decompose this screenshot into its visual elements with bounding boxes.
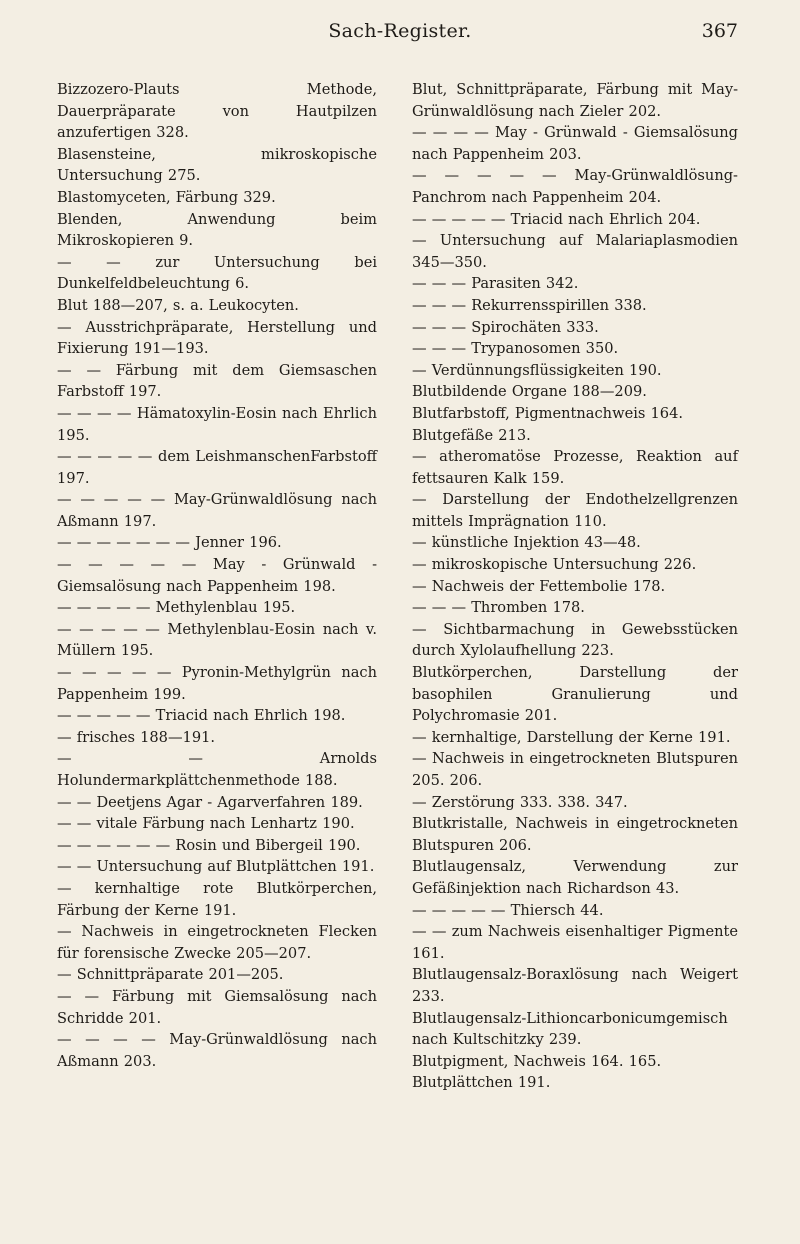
- index-entry: — — zur Untersuchung bei Dunkelfeldbeleuchtung 6.: [57, 253, 377, 293]
- index-entry: — — vitale Färbung nach Lenhartz 190.: [57, 815, 355, 833]
- index-entry: Blutgefäße 213.: [412, 426, 531, 444]
- index-entry: — Nachweis der Fettembolie 178.: [412, 577, 666, 595]
- index-entry: — — Färbung mit dem Giemsaschen Farbstoff 197.: [57, 361, 377, 401]
- index-entry: — Schnittpräparate 201—205.: [57, 966, 284, 984]
- index-entry: — Darstellung der Endothelzellgrenzen mittels Imprägnation 110.: [412, 491, 738, 530]
- index-entry: — — Untersuchung auf Blutplättchen 191.: [57, 858, 375, 876]
- index-entry: — — — — — May-Grünwaldlösung nach Aßmann 197.: [57, 491, 377, 530]
- index-entry: — — — Parasiten 342.: [412, 275, 579, 293]
- index-entry: — — — — — May-Grünwaldlösung-Panchrom nach Pappenheim 204.: [412, 167, 738, 206]
- index-entry: Blenden, Anwendung beim Mikroskopieren 9.: [57, 210, 377, 250]
- index-entry: Blutkristalle, Nachweis in eingetrockneten Blutspuren 206.: [412, 815, 738, 854]
- index-entry: Blut, Schnittpräparate, Färbung mit May-Grünwaldlösung nach Zieler 202.: [412, 81, 738, 120]
- index-entry: — — — — — Triacid nach Ehrlich 204.: [412, 210, 701, 228]
- index-entry: — — Deetjens Agar - Agarverfahren 189.: [57, 793, 363, 811]
- index-entry: Blasensteine, mikroskopische Untersuchung 275.: [57, 145, 377, 185]
- running-title: Sach-Register.: [328, 20, 472, 42]
- index-entry: — künstliche Injektion 43—48.: [412, 534, 641, 552]
- index-entry: — kernhaltige rote Blutkörperchen, Färbung der Kerne 191.: [57, 879, 377, 919]
- index-entry: Blutlaugensalz, Verwendung zur Gefäßinjektion nach Richardson 43.: [412, 858, 738, 897]
- index-entry: — frisches 188—191.: [57, 728, 216, 746]
- index-entry: — — — Rekurrensspirillen 338.: [412, 296, 647, 314]
- index-entry: Blastomyceten, Färbung 329.: [57, 188, 276, 206]
- index-entry: Blutpigment, Nachweis 164. 165.: [412, 1052, 662, 1070]
- left-column: [57, 79, 377, 1072]
- index-entry: — — — — — Triacid nach Ehrlich 198.: [57, 707, 346, 725]
- index-entry: — — zum Nachweis eisenhaltiger Pigmente 161.: [412, 923, 738, 962]
- index-entry: Blutplättchen 191.: [412, 1074, 551, 1092]
- index-entry: — — — Trypanosomen 350.: [412, 340, 619, 358]
- index-entry: — — — Thromben 178.: [412, 599, 585, 617]
- index-entry: — — — — — Pyronin-Methylgrün nach Pappenheim 199.: [57, 664, 377, 703]
- index-entry: — atheromatöse Prozesse, Reaktion auf fettsauren Kalk 159.: [412, 448, 738, 487]
- index-entry: Blut 188—207, s. a. Leukocyten.: [57, 296, 299, 314]
- index-entry: — — — — May-Grünwaldlösung nach Aßmann 203.: [57, 1031, 377, 1070]
- index-entry: — Untersuchung auf Malariaplasmodien 345—350.: [412, 232, 738, 271]
- page-number: 367: [701, 20, 738, 42]
- index-entry: — — — — — dem LeishmanschenFarbstoff 197.: [57, 448, 377, 487]
- index-entry: — Nachweis in eingetrockneten Flecken für forensische Zwecke 205—207.: [57, 923, 377, 962]
- index-entry: — — — — — Thiersch 44.: [412, 901, 604, 919]
- page-header: [0, 10, 800, 46]
- index-entry: — Ausstrichpräparate, Herstellung und Fixierung 191—193.: [57, 318, 377, 358]
- index-entry: — — — — — Methylenblau 195.: [57, 599, 296, 617]
- index-entry: — kernhaltige, Darstellung der Kerne 191.: [412, 728, 731, 746]
- index-entry: — — — — May - Grünwald - Giemsalösung nach Pappenheim 203.: [412, 124, 738, 163]
- index-entry: — Nachweis in eingetrockneten Blutspuren 205. 206.: [412, 750, 738, 789]
- index-entry: — — — — — May - Grünwald - Giemsalösung nach Pappenheim 198.: [57, 556, 377, 595]
- index-entry: — — — Spirochäten 333.: [412, 318, 599, 336]
- index-entry: — — Färbung mit Giemsalösung nach Schridde 201.: [57, 987, 377, 1027]
- index-entry: Bizzozero-Plauts Methode, Dauerpräparate von Hautpilzen anzufertigen 328.: [57, 81, 377, 142]
- index-entry: — — — — — Methylenblau-Eosin nach v. Müllern 195.: [57, 620, 377, 660]
- index-entry: — Sichtbarmachung in Gewebsstücken durch Xylolaufhellung 223.: [412, 620, 738, 660]
- index-entry: — Verdünnungsflüssigkeiten 190.: [412, 361, 662, 379]
- index-entry: — — — — — — — Jenner 196.: [57, 534, 282, 552]
- index-entry: Blutkörperchen, Darstellung der basophilen Granulierung und Polychromasie 201.: [412, 664, 738, 725]
- index-entry: — — Arnolds Holundermarkplättchenmethode 188.: [57, 750, 377, 789]
- index-entry: Blutlaugensalz-Boraxlösung nach Weigert 233.: [412, 966, 738, 1005]
- index-entry: Blutfarbstoff, Pigmentnachweis 164.: [412, 404, 683, 422]
- right-column: [412, 79, 738, 1094]
- index-entry: Blutbildende Organe 188—209.: [412, 383, 647, 401]
- index-entry: — — — — Hämatoxylin-Eosin nach Ehrlich 195.: [57, 404, 377, 444]
- index-entry: Blutlaugensalz-Lithioncarbonicumgemisch nach Kultschitzky 239.: [412, 1009, 728, 1049]
- index-entry: — — — — — — Rosin und Bibergeil 190.: [57, 836, 361, 854]
- index-entry: — Zerstörung 333. 338. 347.: [412, 793, 628, 811]
- index-entry: — mikroskopische Untersuchung 226.: [412, 556, 697, 574]
